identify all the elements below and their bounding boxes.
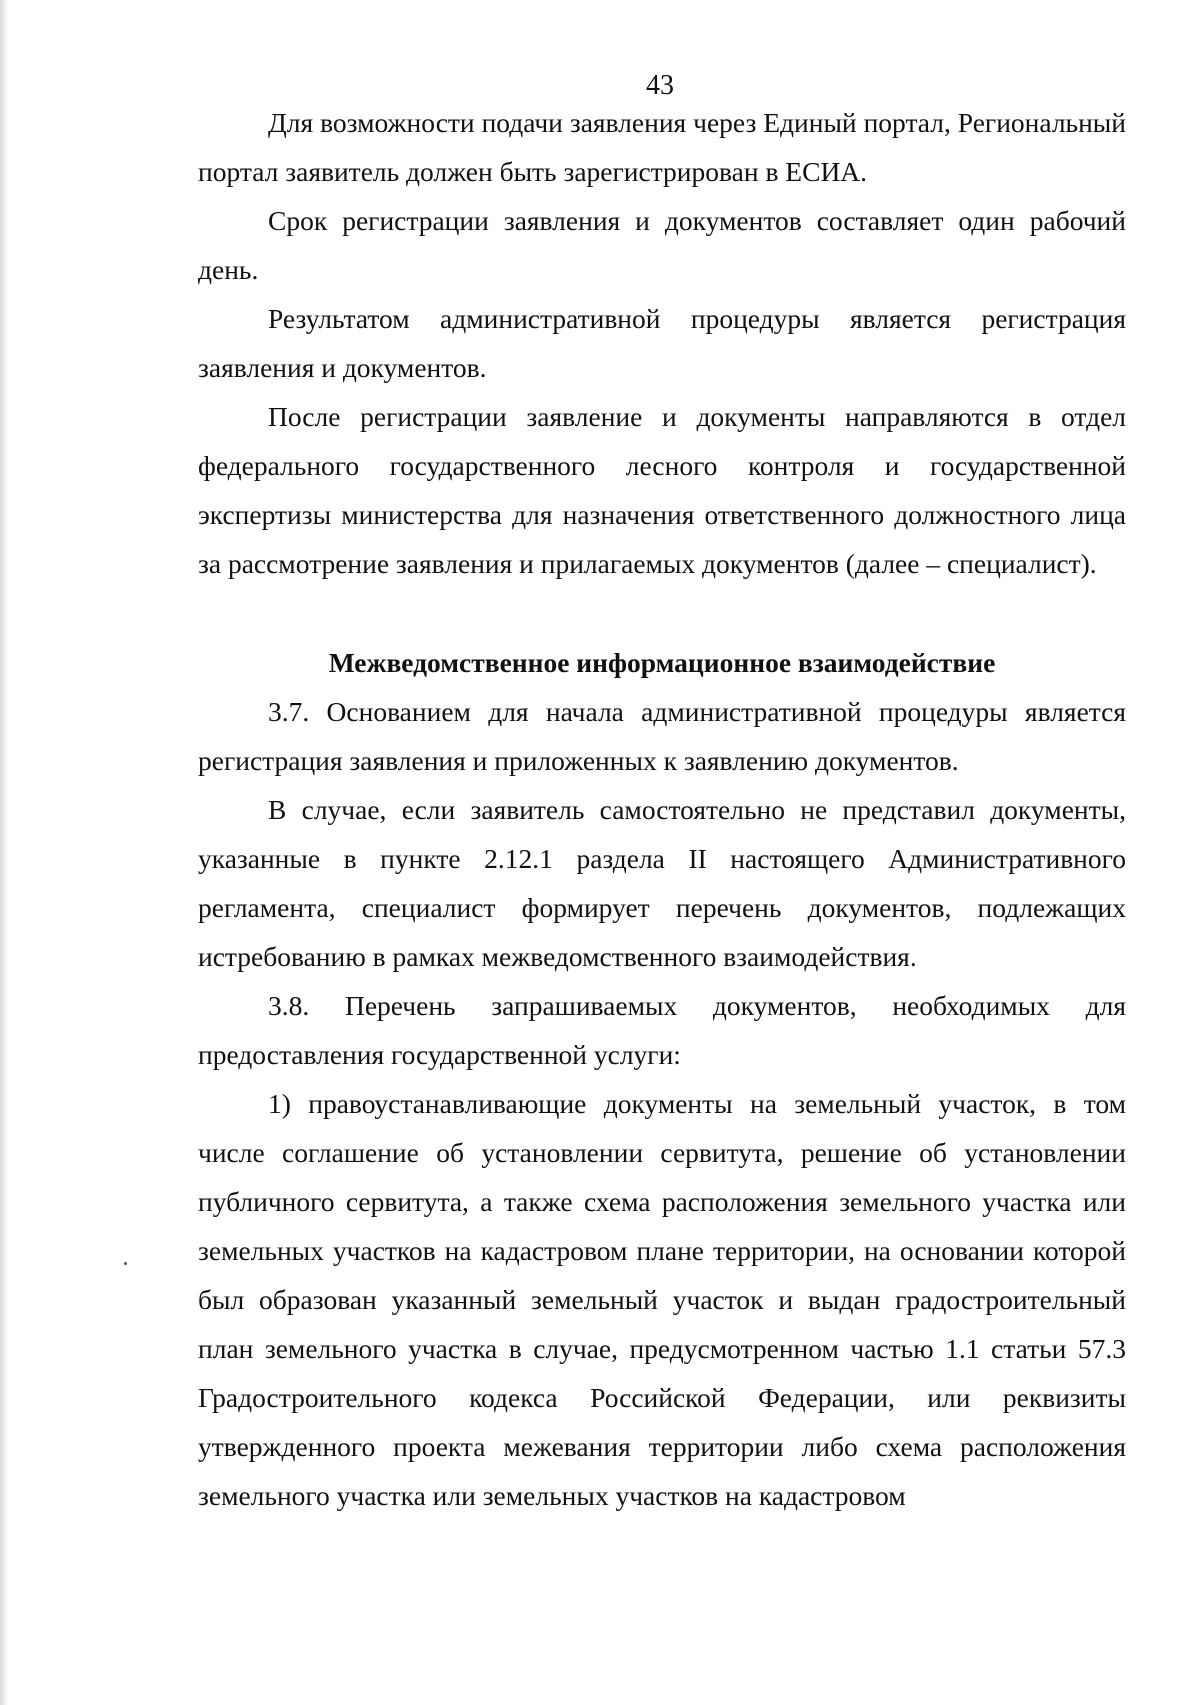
paragraph-registration-term: Срок регистрации заявления и документов составляет один рабочий день. <box>198 205 1126 285</box>
scan-speck <box>124 1262 127 1265</box>
paragraph-missing-documents: В случае, если заявитель самостоятельно не представил документы, указанные в пункте 2.12.1 раздела II настоящего Административного регламента, специалист формирует перечень документов, подлежащих истребованию в рамках межведомственного взаимодействия. <box>198 794 1126 972</box>
paragraph-3-8: 3.8. Перечень запрашиваемых документов, необходимых для предоставления государственной услуги: <box>198 990 1126 1070</box>
scan-edge-shadow <box>0 0 8 1705</box>
paragraph-esia-registration: Для возможности подачи заявления через Единый портал, Региональный портал заявитель должен быть зарегистрирован в ЕСИА. <box>198 107 1126 187</box>
paragraph-list-item-1: 1) правоустанавливающие документы на земельный участок, в том числе соглашение об установлении сервитута, решение об установлении публичного сервитута, а также схема расположения земельного участка или земельных участков на кадастровом плане территории, на основании которой был образован указанный земельный участок и выдан градостроительный план земельного участка в случае, предусмотренном частью 1.1 статьи 57.3 Градостроительного кодекса Российской Федерации, или реквизиты утвержденного проекта межевания территории либо схема расположения земельного участка или земельных участков на кадастровом <box>198 1088 1126 1511</box>
section-heading: Межведомственное информационное взаимодействие <box>328 647 996 678</box>
paragraph-after-registration: После регистрации заявление и документы направляются в отдел федерального государственного лесного контроля и государственной экспертизы министерства для назначения ответственного должностного лица за рассмотрение заявления и прилагаемых документов (далее – специалист). <box>198 401 1126 579</box>
page-number: 43 <box>646 70 674 101</box>
paragraph-3-7: 3.7. Основанием для начала административной процедуры является регистрация заявления и приложенных к заявлению документов. <box>198 696 1126 776</box>
paragraph-procedure-result: Результатом административной процедуры является регистрация заявления и документов. <box>198 303 1126 383</box>
document-body <box>198 98 1126 1520</box>
